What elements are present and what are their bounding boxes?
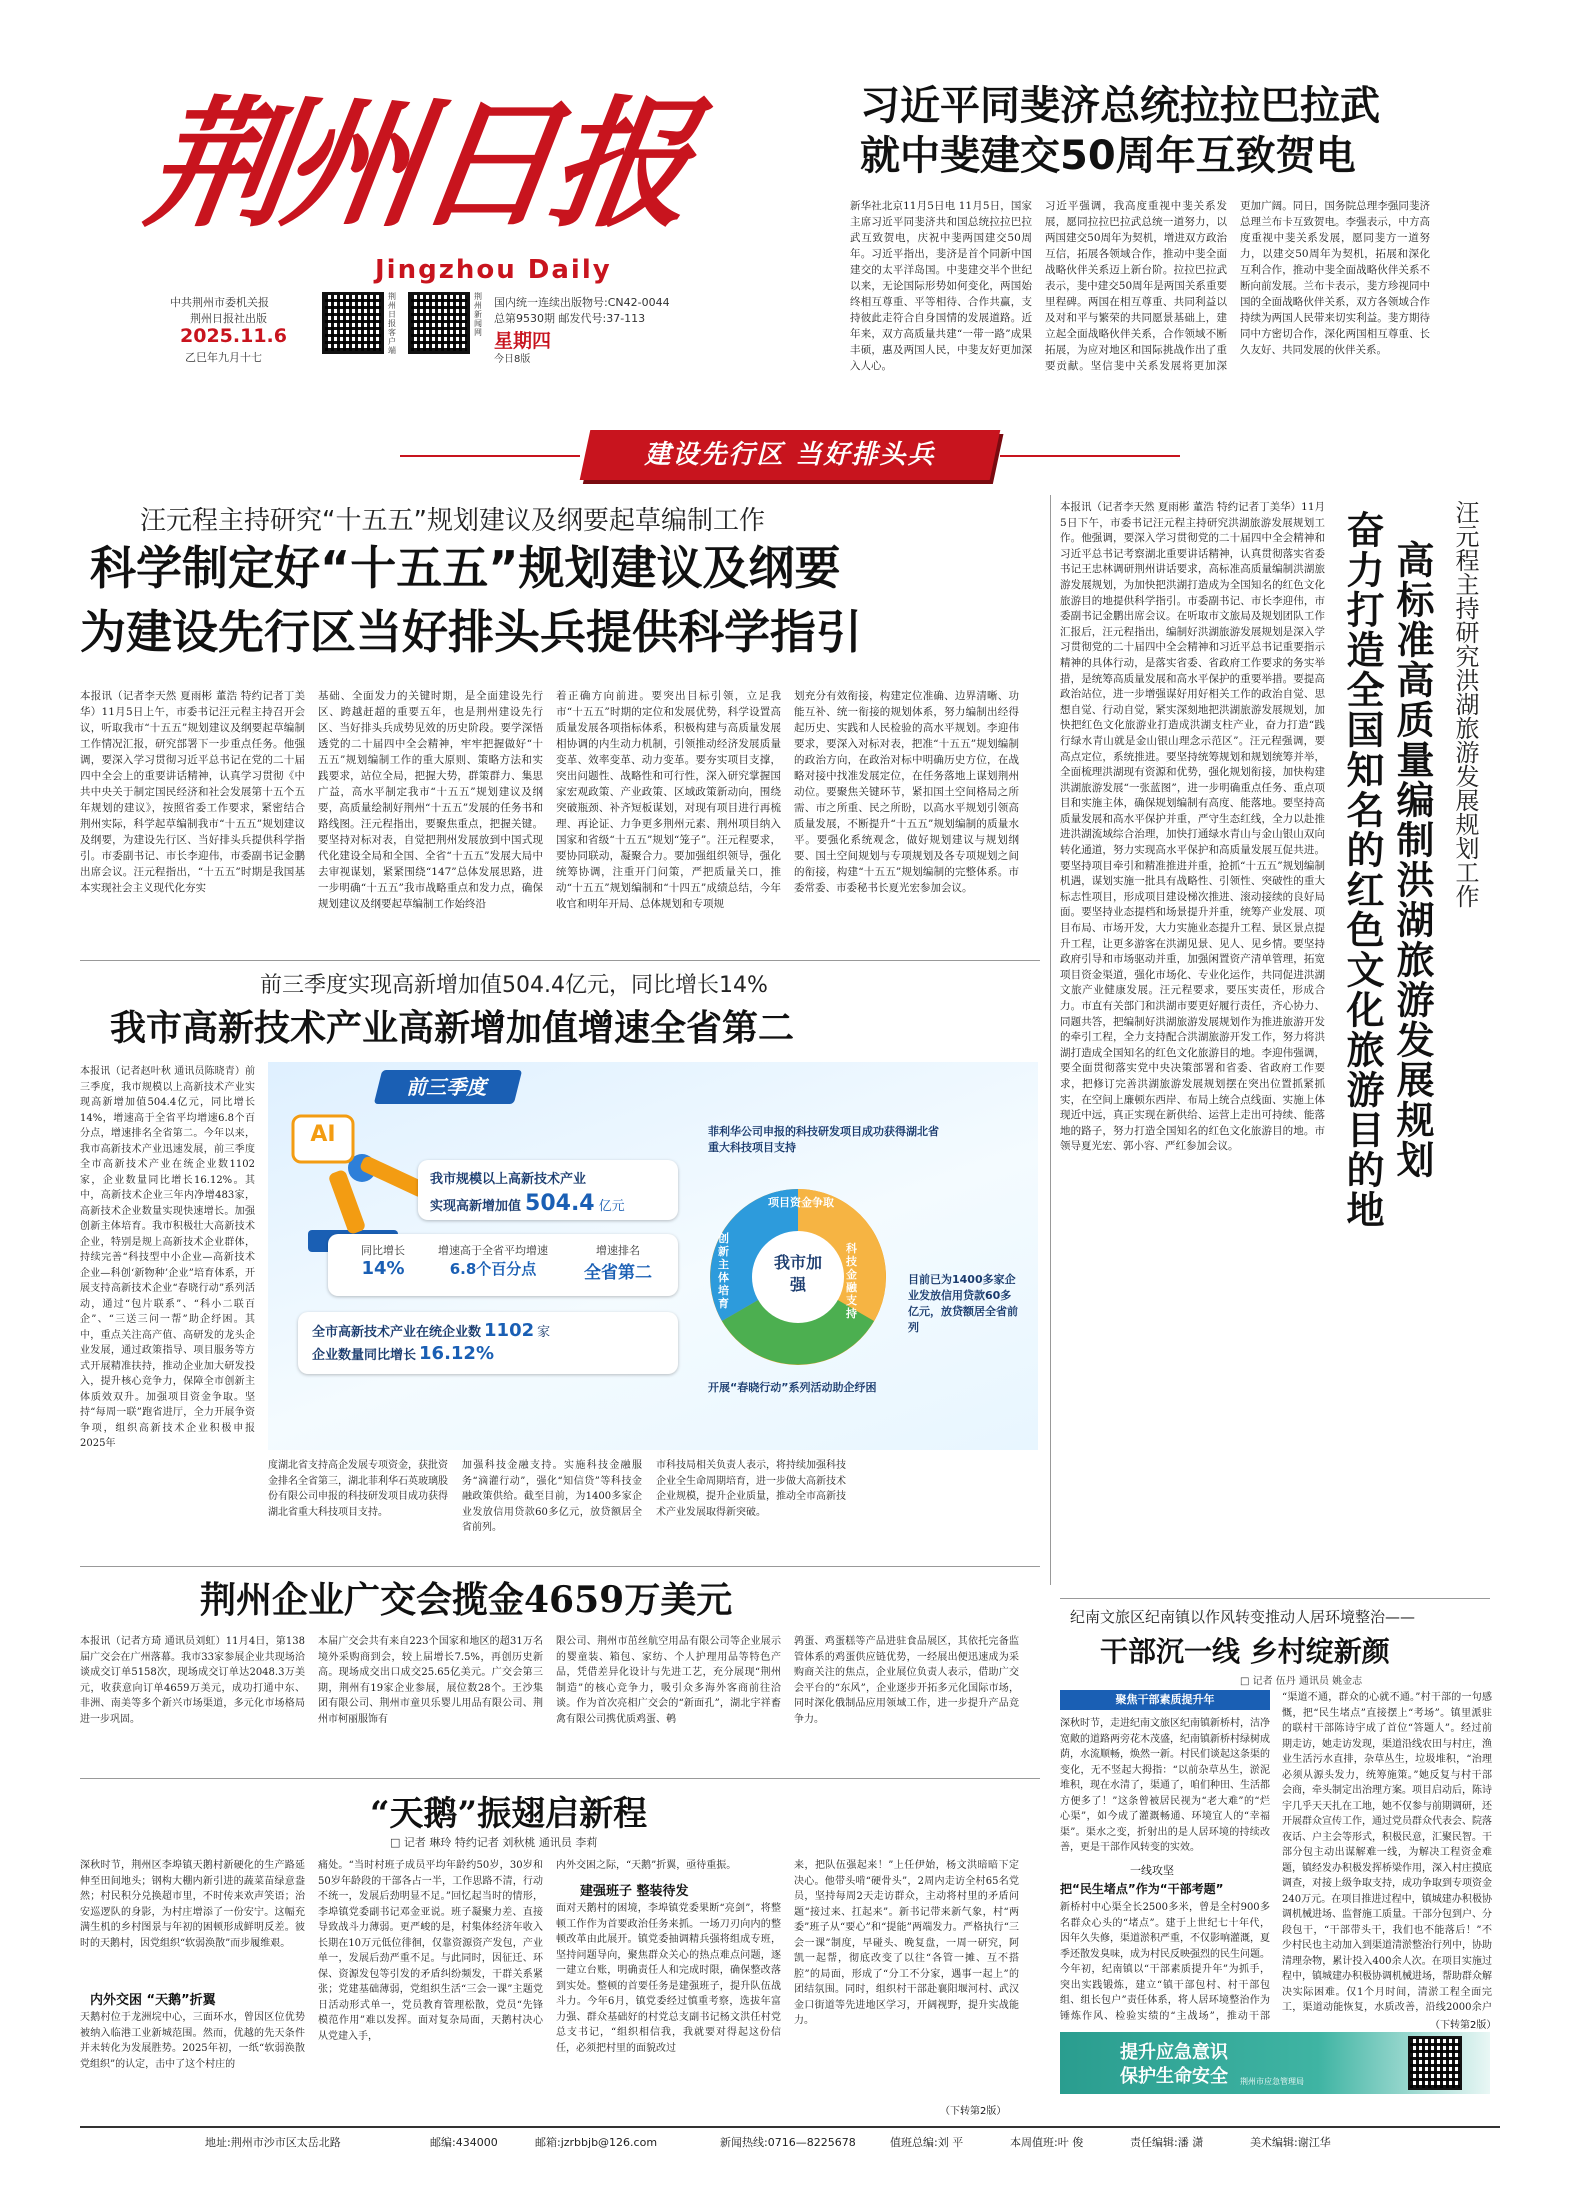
banner-rule-right [1000, 455, 1180, 457]
lead-story-col1: 本报讯（记者李天然 夏雨彬 董浩 特约记者丁美华）11月5日上午，市委书记汪元程主持召开会议，听取我市“十五五”规划建议及纲要起草编制工作情况汇报，研究部署下一步重点任务。他强调，要深入学习贯彻习近平总书记在党的二十届四中全会上的重要讲话精神，认真学习贯彻《中共中央关于制定国民经济和社会发展第十五个五年规划的建议》，按照省委工作要求，紧密结合荆州实际，科学起草编制我市“十五五”规划建议及纲要，为建设先行区、当好排头兵提供科学指引。市委副书记、市长李迎伟，市委副书记金鹏出席会议。汪元程指出，“十五五”时期是我国基本实现社会主义现代化夯实 [80, 690, 305, 894]
right-story [1060, 500, 1500, 1600]
rural-story [1060, 1606, 1500, 2096]
swan-title[interactable]: “天鹅”振翅启新程 [370, 1794, 648, 1834]
stat-rank-value: 全省第二 [584, 1263, 652, 1283]
right-story-kicker: 汪元程主持研究洪湖旅游发展规划工作 [1451, 500, 1479, 908]
swan-continued[interactable]: （下转第2版） [940, 2106, 1007, 2117]
hitech-col3: 加强科技金融支持。实施科技金融服务“滴灌行动”，强化“知信贷”等科技金融政策供给。截至目前，为1400多家企业发放信用贷款60多亿元，放贷额居全省前列。 [462, 1460, 642, 1533]
qr-code-app[interactable] [322, 292, 384, 354]
hitech-kicker: 前三季度实现高新增加值504.4亿元，同比增长14% [260, 973, 768, 998]
hitech-infographic [268, 1062, 1038, 1450]
trade-top-rule [80, 1566, 1040, 1567]
swan-col2: 痛处。“当时村班子成员平均年龄约50岁，30岁和50岁年龄段的干部各占一半，工作思路不清，行动不统一，发展后劲明显不足。”回忆起当时的情形，李埠镇党委副书记邓金亚说。班子凝聚力差、直接导致战斗力薄弱。更严峻的是，村集体经济年收入长期在10万元低位徘徊，仅靠资源资产发包，产业单一，发展后劲严重不足。与此同时，因征迁、环保、资源发包等引发的矛盾纠纷频发，干群关系紧张；党建基础薄弱，党组织生活“三会一课”主题党日活动形式单一，党员教育管理松散，党员“先锋模范作用”难以发挥。面对复杂局面，天鹅村决心从党建入手， [318, 1860, 543, 2042]
page-count: 今日8版 [494, 354, 531, 365]
enterprise-growth: 16.12% [419, 1343, 494, 1364]
top-story-title-line1[interactable]: 习近平同斐济总统拉拉巴拉武 [860, 83, 1380, 129]
footer-rule [80, 2126, 1500, 2128]
footer-editor: 责任编辑:潘 潇 [1130, 2136, 1204, 2149]
lead-story-kicker: 汪元程主持研究“十五五”规划建议及纲要起草编制工作 [140, 506, 765, 536]
lead-story-title-line1[interactable]: 科学制定好“十五五”规划建议及纲要 [90, 541, 841, 595]
value-number: 504.4 [525, 1191, 595, 1216]
enterprise-value: 1102 [484, 1320, 535, 1341]
rural-col1-subhead2: 把“民生堵点”作为“干部考题” [1060, 1882, 1224, 1896]
swan-col3b: 面对天鹅村的困境，李埠镇党委果断“亮剑”，将整顿工作作为首要政治任务来抓。一场刀刃向内的整顿改革由此展开。镇党委抽调精兵强将组成专班，坚持问题导向，聚焦群众关心的热点难点问题，逐一建立台账，明确责任人和完成时限，确保整改落到实处。整顿的首要任务是建强班子，提升队伍战斗力。今年6月，镇党委经过慎重考察，选拔年富力强、群众基础好的村党总支副书记杨文洪任村党总支书记，“组织相信我，我就要对得起这份信任，必须把村里的面貌改过 [556, 1903, 781, 2054]
stat-margin [428, 1242, 558, 1279]
stat-growth [338, 1242, 428, 1279]
hitech-col4: 市科技局相关负责人表示，将持续加强科技企业全生命周期培育，进一步做大高新技术企业规模，提升企业质量，推动全市高新技术产业发展取得新突破。 [656, 1460, 846, 1518]
ad-line2: 保护生命安全 [1120, 2066, 1228, 2087]
rural-kicker: 纪南文旅区纪南镇以作风转变推动人居环境整治—— [1070, 1608, 1416, 1626]
value-line1: 我市规模以上高新技术产业 [430, 1172, 587, 1187]
top-story-title-line2[interactable]: 就中斐建交50周年互致贺电 [860, 133, 1356, 179]
qr-caption-web: 荆州新闻网 [474, 292, 482, 337]
trade-col3: 限公司、荆州市茁丝航空用品有限公司等企业展示的婴童装、箱包、家纺、个人护理用品等特色产品，凭借差异化设计与先进工艺，充分展现“荆州制造”的核心竞争力，吸引众多海外客商前往洽谈。作为首次亮相广交会的“新面孔”，湖北宇祥畜禽有限公司携优质鸡蛋、鹌 [556, 1636, 781, 1725]
hitech-col1: 本报讯（记者赵叶秋 通讯员陈晓青）前三季度，我市规模以上高新技术产业实现高新增加值504.4亿元，同比增长14%，增速高于全省平均增速6.8个百分点，增速排名全省第二。今年以来，我市高新技术产业迅速发展，前三季度全市高新技术产业在统企业数1102家，企业数量同比增长16.12%。其中，高新技术企业三年内净增483家，高新技术企业数量实现快速增长。加强创新主体培育。我市积极壮大高新技术企业，特别是规上高新技术企业群体，持续完善“科技型中小企业—高新技术企业—科创‘新物种’企业”培育体系，开展支持高新技术企业“春晓行动”系列活动，通过“包片联系”、“科小二联百企”、“三送三问一帮”助企纾困。其中，重点关注高产值、高研发的龙头企业发展，通过政策指导、项目服务等方式开展精准扶持，推动企业加大研发投入，提升核心竞争力，保障全市创新主体质效双升。加强项目资金争取。坚持“每周一联”跑省进厅，全力开展争资争项，组织高新技术企业积极申报2025年 [80, 1066, 255, 1449]
publisher-line1: 中共荆州市委机关报 [170, 296, 269, 309]
trade-col4: 鹑蛋、鸡蛋糕等产品进驻食品展区，其依托完备监管体系的鸡蛋供应链优势，一经展出便迅速成为采购商关注的焦点，企业展位负责人表示，借助广交会平台的“东风”，企业逐步开拓多元化国际市场，同时深化俄制品应用领域工作，进一步提升产品竞争力。 [794, 1636, 1019, 1725]
hitech-title[interactable]: 我市高新技术产业高新增加值增速全省第二 [110, 1007, 795, 1049]
rural-col1-subhead: 一线攻坚 [1130, 1864, 1174, 1877]
rural-top-rule [1060, 1598, 1490, 1599]
lunar-date: 乙巳年九月十七 [185, 351, 262, 364]
rural-title[interactable]: 干部沉一线 乡村绽新颜 [1100, 1635, 1390, 1668]
right-story-title-line2-text[interactable]: 奋力打造全国知名的红色文化旅游目的地 [1340, 510, 1384, 1230]
activity-text: 开展“春晓行动”系列活动助企纾困 [708, 1381, 877, 1394]
swan-col3: 内外交困之际，“天鹅”折翼，亟待重振。 [556, 1860, 737, 1871]
footer-weekly-editor: 本周值班:叶 俊 [1010, 2136, 1084, 2149]
rural-section-label: 聚焦干部素质提升年 [1060, 1690, 1270, 1710]
lead-story-col3: 着正确方向前进。要突出目标引领，立足我市“十五五”时期的定位和发展优势，科学设置高质量发展各项指标体系，积极构建与高质量发展相协调的内生动力机制，引领推动经济发展质量变革、效率变革、动力变革。要夯实项目支撑，突出问题性、战略性和可行性，深入研究掌握国家宏观政策、产业政策、区域政策新动向，围绕突破瓶颈、补齐短板谋划，对现有项目进行再梳理、再论证、力争更多荆州元素、荆州项目纳入国家和省级“十五五”规划“笼子”。汪元程要求，要协同联动，凝聚合力。要加强组织领导，强化统筹协调，注重开门问策，严把质量关口，推动“十五五”规划编制和“十四五”成绩总结，今年收官和明年开局、总体规划和专项规 [556, 690, 781, 910]
swan-top-rule [80, 1778, 1040, 1779]
weekday: 星期四 [494, 330, 552, 352]
section-banner-text: 建设先行区 当好排头兵 [644, 440, 936, 470]
masthead-title-en: Jingzhou Daily [375, 255, 612, 285]
swan-col1: 深秋时节，荆州区李埠镇天鹅村新硬化的生产路延伸至田间地头；钢构大棚内新引进的蔬菜苗绿意盎然；村民积分兑换超市里，不时传来欢声笑语；治安巡逻队的身影，为村庄增添了一份安宁。这幅充满生机的乡村图景与年初的困顿形成鲜明反差。彼时的天鹅村，因党组织“软弱涣散”而步履维艰。 [80, 1860, 305, 1949]
hitech-col2: 度湖北省支持高企发展专项资金，获批资金排名全省第三，湖北菲利华石英玻璃股份有限公司申报的科技研发项目成功获得湖北省重大科技项目支持。 [268, 1460, 448, 1518]
footer-art-editor: 美术编辑:谢江华 [1250, 2136, 1331, 2149]
safety-ad[interactable] [1060, 2032, 1490, 2094]
swan-story [80, 1786, 1040, 2120]
rural-col1b: 新桥村中心渠全长2500多米，曾是全村900多名群众心头的“堵点”。建于上世纪七十年代，因年久失修，渠道淤积严重，不仅影响灌溉，夏季还散发臭味，成为村民反映强烈的民生问题。今年初，纪南镇以“干部素质提升年”为抓手，突出实践锻炼，建立“镇干部包村、村干部包组、组长包户”责任体系，将人居环境整治作为锤炼作风、检验实绩的“主战场”，推动干部 [1060, 1902, 1270, 2022]
publisher-line2: 荆州日报社出版 [190, 312, 267, 325]
enterprise-unit: 家 [537, 1325, 551, 1340]
rural-continued[interactable]: （下转第2版） [1430, 2020, 1497, 2031]
wheel-segment-innovation: 创新主体培育 [718, 1232, 729, 1310]
trade-story [80, 1572, 1040, 1772]
ad-line1: 提升应急意识 [1120, 2042, 1228, 2063]
rural-col2: “渠道不通，群众的心就不通。”村干部的一句感慨，把“民生堵点”直接摆上“考场”。镇里派驻的联村干部陈诗宇成了首位“答题人”。经过前期走访，她走访发现，渠道沿线农田与村庄，渔业生活污水直排，杂草丛生，垃圾堆积，“治理必须从源头发力，统筹施策。”她反复与村干部会商，牵头制定出治理方案。项目启动后，陈诗宇几乎天天扎在工地，她不仅参与前期调研，还开展群众宣传工作，通过党员群众代表会、院落夜话、户主会等形式，积极民意，汇聚民智。干部分包主动出谋解难一线，为解决工程资金难题，镇经发办积极发挥桥梁作用，深入村庄摸底调查，对接上级争取支持，成功争取到专项资金240万元。在项目推进过程中，镇城建办积极协调机械进场、监督施工质量。干部分包到户、分段包干，“干部带头干，我们也不能落后！”不少村民也主动加入到渠道清淤整治行列中，协助清理杂物，累计投入400余人次。在项目实施过程中，镇城建办积极协调机械进场，帮助群众解决实际困难。仅1个月时间，清淤工程全面完工，渠道动能恢复，水质改善，沿线2000余户 [1282, 1692, 1492, 2013]
right-story-body: 本报讯（记者李天然 夏雨彬 董浩 特约记者丁美华）11月5日下午，市委书记汪元程主持研究洪湖旅游发展规划工作。他强调，要深入学习贯彻党的二十届四中全会精神和习近平总书记考察湖北重要讲话精神，认真贯彻落实省委书记王忠林调研荆州讲话要求，高标准高质量编制洪湖旅游发展规划，为加快把洪湖打造成为全国知名的红色文化旅游目的地提供科学指引。市委副书记、市长李迎伟，市委副书记金鹏出席会议。在听取市文旅局及规划团队工作汇报后，汪元程指出，编制好洪湖旅游发展规划是深入学习贯彻党的二十届四中全会精神和习近平总书记重要指示精神的具体行动，是落实省委、省政府工作要求的务实举措，是统筹高质量发展和高水平保护的重要举措。要提高政治站位，进一步增强谋好用好相关工作的政治自觉、思想自觉、行动自觉，紧实深刻地把洪湖旅游发展规划，加快把红色文化旅游业打造成洪湖支柱产业，奋力打造“践行绿水青山就是金山银山理念示范区”。汪元程强调，要高点定位，系统推进。要坚持统筹规划和规划统筹并举，全面梳理洪湖现有资源和优势，强化规划衔接，加快构建洪湖旅游发展“一张蓝图”，进一步明确重点任务、重点项目和实施主体，确保规划编制有高度、能落地。要坚持高质量发展和高水平保护并重，严守生态红线，全力以赴推进洪湖流域综合治理，加快打通绿水青山与金山银山双向转化通道，努力实现高水平保护和高质量发展互促共进。要坚持项目牵引和精准推进并重，抢抓“十五五”规划编制机遇，谋划实施一批具有战略性、引领性、突破性的重大标志性项目，形成项目建设梯次推进、滚动接续的良好局面。要坚持业态提档和场景提升并重，统筹产业发展、项目布局、市场开发，大力实施业态提升工程、景区景点提升工程，让更多游客在洪湖见景、见人、见乡情。要坚持政府引导和市场驱动并重，加强闲置资产清单管理，拓宽项目资金渠道，强化市场化、专业化运作，共同促进洪湖文旅产业健康发展。汪元程要求，要压实责任，形成合力。市直有关部门和洪湖市要更好履行责任，齐心协力、同题共答，把编制好洪湖旅游发展规划作为推进旅游开发的牵引工程，全力支持配合洪湖旅游开发工作，努力将洪湖打造成全国知名的红色文化旅游目的地。李迎伟强调，要全面贯彻落实党中央决策部署和省委、省政府工作要求，把修订完善洪湖旅游发展规划摆在突出位置抓紧抓实，在空间上廉顿东西岸、布局上统合点线面、实施上体现近中远，真正实现在新供给、运营上走出可持续、能落地的路子，努力打造全国知名的红色文化旅游目的地。市领导夏光宏、郭小容、严红参加会议。 [1060, 501, 1325, 1153]
finance-text: 目前已为1400多家企业发放信用贷款60多亿元，放贷额居全省前列 [908, 1273, 1018, 1334]
footer-email[interactable]: 邮箱:jzrbbjb@126.com [535, 2136, 658, 2149]
swan-col1b: 天鹅村位于龙洲垸中心，三面环水，曾因区位优势被纳入临港工业新城范围。然而，优越的先天条件并未转化为发展胜势。2025年初，一纸“软弱涣散党组织”的认定，击中了这个村庄的 [80, 2012, 305, 2070]
top-story-col2: 习近平强调，我高度重视中斐关系发展，愿同拉拉巴拉武总统一道努力，以两国建交50周年为契机，增进双方政治互信，拓展各领域合作，推动中斐全面战略伙伴关系迈上新台阶。拉拉巴拉武表示，斐中建交50周年是两国关系重要里程碑。两国在相互尊重、共同利益以及对和平与繁荣的共同愿景基础上，建立起全面战略伙伴关系，合作领域不断拓展，为应对地区和国际挑战作出了重要贡献。坚信斐中关系发展将更加深 [1045, 200, 1227, 372]
rural-byline: □ 记者 伍丹 通讯员 姚金志 [1240, 1676, 1363, 1687]
qr-code-web[interactable] [408, 292, 470, 354]
stat-growth-value: 14% [361, 1258, 405, 1279]
footer [80, 2134, 1500, 2158]
wheel-center-text: 我市加强 [773, 1253, 822, 1294]
lead-story [80, 500, 1040, 950]
stat-margin-value: 6.8个百分点 [449, 1260, 537, 1278]
value-line2: 实现高新增加值 [430, 1199, 522, 1214]
footer-hotline: 新闻热线:0716—8225678 [720, 2136, 856, 2149]
stat-margin-label: 增速高于全省平均增速 [438, 1244, 548, 1257]
masthead-title: 荆州日报 [138, 83, 698, 247]
lead-story-col4: 划充分有效衔接，构建定位准确、边界清晰、功能互补、统一衔接的规划体系，努力编制出经得起历史、实践和人民检验的高水平规划。李迎伟要求，要深入对标对表，把准“十五五”规划编制的政治方向，在政治对标中明确历史方位，在战略对接中找准发展定位，在任务落地上谋划荆州动位。要聚焦关键环节，紧扣国土空间格局之所需、市之所重、民之所盼，以高水平规划引领高质量发展，不断提升“十五五”规划编制的质量水平。要强化系统观念，做好规划建议与规划纲要、国土空间规划与专项规划及各专项规划之间的衔接，构建“十五五”规划编制的完整体系。市委常委、市委秘书长夏光宏参加会议。 [794, 690, 1019, 894]
enterprise-card [298, 1312, 678, 1374]
infographic-header: 前三季度 [374, 1070, 522, 1104]
lead-story-title-line2[interactable]: 为建设先行区当好排头兵提供科学指引 [80, 605, 862, 659]
footer-night-editor: 值班总编:刘 平 [890, 2136, 964, 2149]
swan-col1-subhead: 内外交困 “天鹅”折翼 [90, 1993, 216, 2008]
issue-number: 总第9530期 邮发代号:37-113 [494, 312, 646, 325]
trade-col1: 本报讯（记者方琦 通讯员刘虹）11月4日，第138届广交会在广州落幕。我市33家参展企业共现场洽谈成交订单5158次，现场成交订单达2048.3万美元，收获意向订单4659万美元，成功打通中东、非洲、南美等多个新兴市场渠道，多元化市场格局进一步巩固。 [80, 1636, 305, 1725]
hitech-top-rule [80, 960, 1040, 961]
top-story-col1: 新华社北京11月5日电 11月5日，国家主席习近平同斐济共和国总统拉拉巴拉武互致贺电，庆祝中斐两国建交50周年。习近平指出，斐济是首个同新中国建交的太平洋岛国。中斐建交半个世纪以来，无论国际形势如何变化，两国始终相互尊重、平等相待、合作共赢，支持彼此走符合自身国情的发展道路。近年来，双方高质量共建“一带一路”成果丰硕，惠及两国人民，中斐友好更加深入人心。 [850, 200, 1032, 372]
stat-rank-label: 增速排名 [596, 1244, 640, 1257]
top-story-col3: 更加广阔。同日，国务院总理李强同斐济总理兰布卡互致贺电。李强表示，中方高度重视中斐关系发展，愿同斐方一道努力，以建交50周年为契机，拓展和深化互利合作，推动中斐全面战略伙伴关系不断向前发展。兰布卡表示，斐方珍视同中国的全面战略伙伴关系，双方各领域合作持续为两国人民带来切实利益。斐方期待同中方密切合作，深化两国相互尊重、长久友好、共同发展的伙伴关系。 [1240, 200, 1430, 356]
section-banner [580, 430, 1001, 480]
ad-sponsor: 荆州市应急管理局 [1240, 2077, 1304, 2086]
cn-number: 国内统一连续出版物号:CN42-0044 [494, 296, 670, 309]
right-story-title-line1[interactable]: 高标准高质量编制洪湖旅游发展规划 [1390, 540, 1434, 1180]
enterprise-line2: 企业数量同比增长 [312, 1348, 417, 1363]
footer-postcode: 邮编:434000 [430, 2136, 498, 2149]
top-story [850, 80, 1440, 380]
right-story-title-line2-col [1340, 510, 1390, 1410]
swan-byline: □ 记者 琳玲 特约记者 刘秋桃 通讯员 李莉 [390, 1836, 598, 1849]
lead-story-col2: 基础、全面发力的关键时期，是全面建设先行区、跨越赶超的重要五年，也是荆州建设先行区、当好排头兵成势见效的历史阶段。要学深悟透党的二十届四中全会精神，牢牢把握做好“十五五”规划编制工作的重大原则、策略方法和实践要求，站位全局，把握大势，群策群力、集思广益，高水平制定我市“十五五”规划建议及纲要，高质量绘制好荆州“十五五”发展的任务书和路线图。汪元程指出，要聚焦重点，把握关键。要坚持对标对表，自觉把荆州发展放到中国式现代化建设全局和全国、全省“十五五”发展大局中去审视谋划，紧紧围绕“147”总体发展思路，进一步明确“十五五”我市战略重点和发力点，确保规划建议及纲要起草编制工作始终沿 [318, 690, 543, 910]
enterprise-line1: 全市高新技术产业在统企业数 [312, 1325, 482, 1340]
swan-col3-subhead: 建强班子 整装待发 [580, 1884, 689, 1899]
value-card [418, 1160, 678, 1220]
ai-badge: AI [310, 1122, 336, 1147]
trade-title[interactable]: 荆州企业广交会揽金4659万美元 [200, 1579, 733, 1621]
stat-rank [563, 1242, 673, 1283]
ad-qr-code[interactable] [1408, 2036, 1462, 2090]
issue-date: 2025.11.6 [180, 325, 287, 347]
wheel-segment-funding: 项目资金争取 [768, 1196, 834, 1209]
rural-col1: 深秋时节，走进纪南文旅区纪南镇新桥村，洁净宽敞的道路两旁花木茂盛，纪南镇新桥村绿树成荫，水流顺畅，焕然一新。村民们谈起这条渠的变化，无不竖起大拇指：“以前杂草丛生，淤泥堆积，现在水清了，渠通了，咱们种田、生活都方便多了！”这条曾被居民视为“老大难”的“烂心渠”，如今成了灌溉畅通、环境宜人的“幸福渠”。渠水之变，折射出的是人居环境的持续改善，更是干部作风转变的实效。 [1060, 1718, 1270, 1853]
publisher-info [150, 292, 860, 367]
swan-col4: 来，把队伍强起来！”上任伊始，杨文洪暗暗下定决心。他带头啃“硬骨头”，2周内走访全村65名党员，坚持每周2天走访群众，主动将村里的矛盾问题“接过来、扛起来”。新书记带来新气象，村“两委”班子从“要心”和“提能”两端发力。严格执行“三会一课”制度，早碰头、晚复盘，一周一研究，阿凯一起帮，彻底改变了以往“各管一摊、互不搭腔”的局面，形成了“分工不分家，遇事一起上”的团结氛围。同时，组织村干部赴襄阳堰河村、武汉金口街道等先进地区学习，开阔视野，提升实战能力。 [794, 1860, 1019, 2026]
column-divider [1050, 495, 1051, 1585]
value-unit: 亿元 [598, 1199, 625, 1214]
stat-growth-label: 同比增长 [361, 1244, 405, 1257]
qr-caption-app: 荆州日报客户端 [388, 292, 396, 355]
trade-col2: 本届广交会共有来自223个国家和地区的超31万名境外采购商到会，较上届增长7.5%，再创历史新高。现场成交出口成交25.65亿美元。广交会第三期，荆州有19家企业参展，展位数28个。王沙集团有限公司、荆州市童贝乐婴儿用品有限公司、荆州市柯丽服饰有 [318, 1636, 543, 1725]
wheel-segment-finance: 科技金融支持 [846, 1242, 857, 1320]
footer-address: 地址:荆州市沙市区太岳北路 [205, 2136, 341, 2149]
stats-card [328, 1234, 678, 1296]
project-text: 菲利华公司申报的科技研发项目成功获得湖北省重大科技项目支持 [708, 1125, 939, 1154]
banner-rule-left [400, 455, 580, 457]
